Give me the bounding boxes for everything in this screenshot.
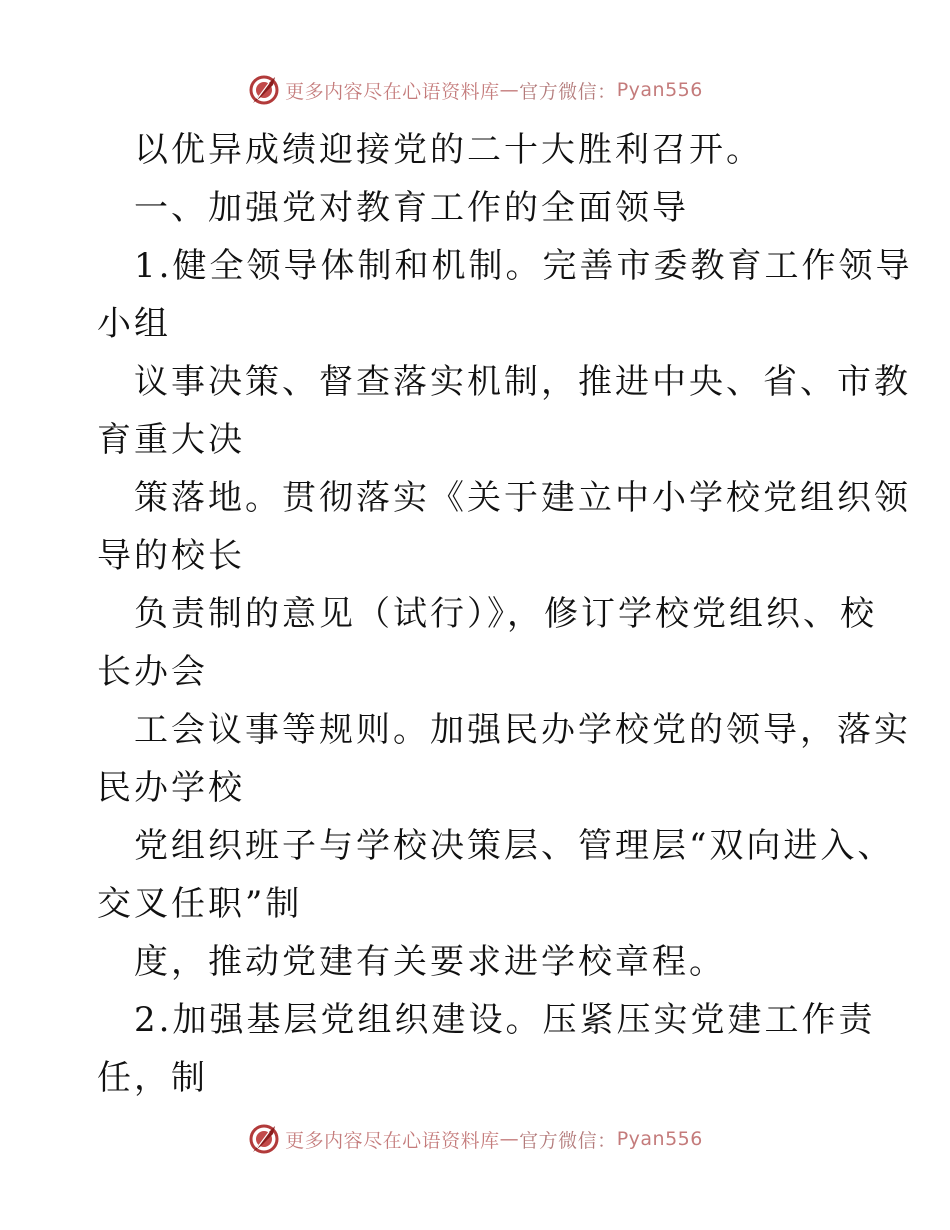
text-line: 工会议事等规则。加强民办学校党的领导，落实 bbox=[134, 710, 911, 750]
section-heading: 一、加强党对教育工作的全面领导 bbox=[134, 188, 689, 228]
header-watermark bbox=[0, 70, 950, 110]
watermark-dash: — bbox=[499, 1128, 520, 1150]
text-line: 议事决策、督查落实机制，推进中央、省、市教 bbox=[134, 362, 911, 402]
text-line: 小组 bbox=[97, 304, 171, 344]
text-line: 民办学校 bbox=[97, 768, 245, 808]
text-line: 负责制的意见（试行）》，修订学校党组织、校 bbox=[134, 594, 877, 634]
watermark-label: 官方微信： bbox=[519, 80, 617, 103]
text-line: 导的校长 bbox=[97, 536, 245, 576]
text-line: 长办会 bbox=[97, 652, 208, 692]
text-line: 任，制 bbox=[97, 1058, 208, 1098]
feather-pen-seal-icon bbox=[247, 1122, 281, 1156]
watermark-label: 官方微信： bbox=[519, 1129, 617, 1152]
feather-pen-seal-icon bbox=[247, 73, 281, 107]
watermark-wechat-id: Pyan556 bbox=[616, 1128, 703, 1150]
watermark-site-text: 更多内容尽在心语资料库 bbox=[285, 80, 500, 103]
text-line: 以优异成绩迎接党的二十大胜利召开。 bbox=[134, 130, 763, 170]
text-line: 交叉任职”制 bbox=[97, 884, 303, 924]
watermark-site-text: 更多内容尽在心语资料库 bbox=[285, 1129, 500, 1152]
text-line: 度，推动党建有关要求进学校章程。 bbox=[134, 942, 726, 982]
text-line: 党组织班子与学校决策层、管理层“双向进入、 bbox=[134, 826, 895, 866]
text-line: 1.健全领导体制和机制。完善市委教育工作领导 bbox=[134, 246, 913, 286]
text-line: 2.加强基层党组织建设。压紧压实党建工作责 bbox=[134, 1000, 876, 1040]
text-line: 育重大决 bbox=[97, 420, 245, 460]
watermark-wechat-id: Pyan556 bbox=[616, 79, 703, 101]
footer-watermark bbox=[0, 1119, 950, 1159]
watermark-dash: — bbox=[499, 79, 520, 101]
text-line: 策落地。贯彻落实《关于建立中小学校党组织领 bbox=[134, 478, 911, 518]
